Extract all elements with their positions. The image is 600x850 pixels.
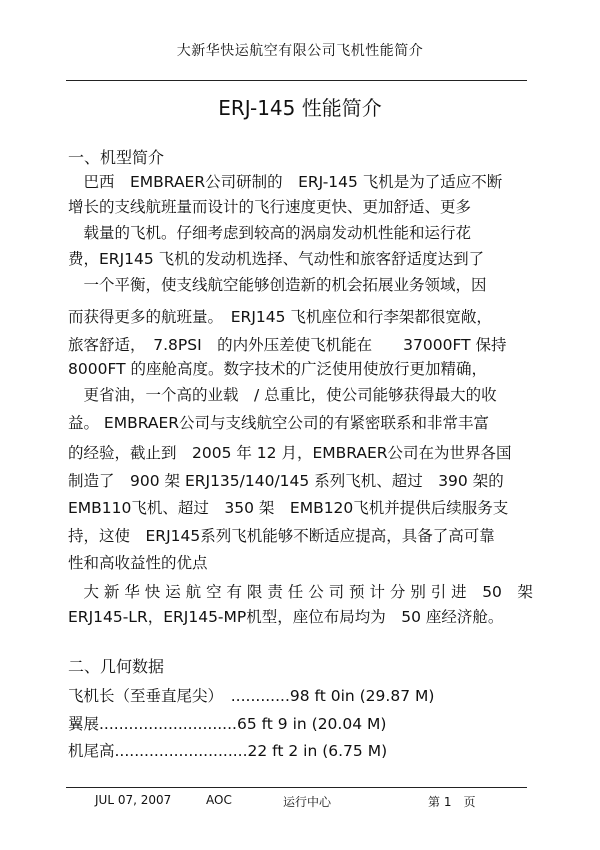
paragraph-line: 而获得更多的航班量。 ERJ145 飞机座位和行李架都很宽敞， — [68, 308, 492, 326]
footer-date: JUL 07, 2007 — [95, 793, 172, 807]
paragraph-line: 巴西 EMBRAER公司研制的 ERJ-145 飞机是为了适应不断 — [68, 173, 503, 191]
paragraph-line: ERJ145-LR，ERJ145-MP机型，座位布局均为 50 座经济舱。 — [68, 608, 504, 626]
footer-divider — [66, 787, 527, 788]
document-title: ERJ-145 性能简介 — [218, 96, 382, 120]
paragraph-line: 增长的支线航班量而设计的飞行速度更快、更加舒适、更多 — [68, 198, 472, 216]
paragraph-line: 性和高收益性的优点 — [68, 554, 208, 572]
geometry-item-length: 飞机长（至垂直尾尖） ............98 ft 0in (29.87 M) — [68, 687, 435, 705]
running-header: 大新华快运航空有限公司飞机性能简介 — [176, 43, 424, 59]
paragraph-line: EMB110飞机、超过 350 架 EMB120飞机并提供后续服务支 — [68, 499, 509, 517]
section-heading-geometry: 二、几何数据 — [68, 657, 165, 676]
geometry-item-tail-height: 机尾高...........................22 ft 2 in (6.75 M) — [68, 742, 388, 760]
footer-page-number: 第 1 页 — [428, 795, 476, 809]
paragraph-line: 8000FT 的座舱高度。数字技术的广泛使用使放行更加精确， — [68, 360, 487, 378]
paragraph-line: 一个平衡，使支线航空能够创造新的机会拓展业务领域，因 — [68, 276, 487, 294]
paragraph-line: 旅客舒适， 7.8PSI 的内外压差使飞机能在 37000FT 保持 — [68, 336, 507, 354]
paragraph-line: 持，这使 ERJ145系列飞机能够不断适应提高，具备了高可靠 — [68, 527, 495, 545]
footer-dept: AOC — [206, 793, 232, 807]
geometry-item-wingspan: 翼展............................65 ft 9 in (20.04 M) — [68, 715, 387, 733]
paragraph-line: 制造了 900 架 ERJ135/140/145 系列飞机、超过 390 架的 — [68, 472, 504, 490]
paragraph-line: 大 新 华 快 运 航 空 有 限 责 任 公 司 预 计 分 别 引 进 50 架 — [68, 583, 533, 601]
paragraph-line: 更省油，一个高的业载 / 总重比，使公司能够获得最大的收 — [68, 386, 497, 404]
paragraph-line: 费，ERJ145 飞机的发动机选择、气动性和旅客舒适度达到了 — [68, 250, 485, 268]
paragraph-line: 载量的飞机。仔细考虑到较高的涡扇发动机性能和运行花 — [68, 224, 472, 242]
paragraph-line: 益。 EMBRAER公司与支线航空公司的有紧密联系和非常丰富 — [68, 414, 490, 432]
footer-center: 运行中心 — [283, 795, 332, 809]
paragraph-line: 的经验，截止到 2005 年 12 月，EMBRAER公司在为世界各国 — [68, 444, 512, 462]
section-heading-model-intro: 一、机型简介 — [68, 148, 165, 167]
header-divider — [66, 80, 527, 81]
